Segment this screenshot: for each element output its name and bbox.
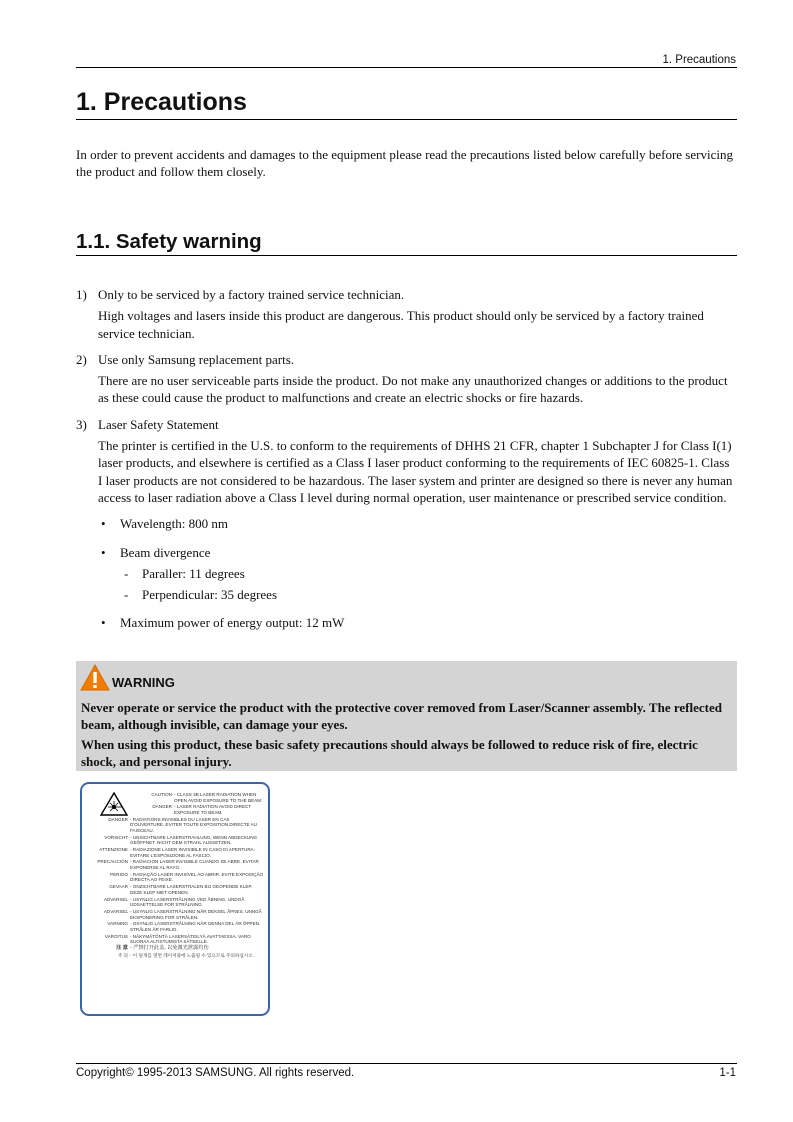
item-heading: Only to be serviced by a factory trained service technician. — [98, 287, 405, 302]
label-key: PERIGO — [110, 871, 128, 877]
section-divider — [76, 255, 737, 256]
label-row — [88, 847, 264, 858]
running-header: 1. Precautions — [662, 54, 736, 66]
label-row — [88, 792, 264, 803]
label-key: GEVAAR — [109, 884, 128, 890]
label-value: - UNSICHTBARE LASERSTRAHLUNG, WENN ABDECKUNG GEÖFFNET. NICHT DEM STRAHL AUSSETZEN. — [130, 834, 258, 846]
item-number: 2) — [76, 351, 87, 367]
label-key: PRECAUCIÓN — [97, 859, 128, 865]
beam-divergence-text: Beam divergence — [120, 544, 211, 560]
label-row — [88, 909, 264, 920]
title-divider — [76, 119, 737, 120]
safety-list — [76, 286, 736, 643]
label-row — [88, 897, 264, 908]
label-key: VAROITUS — [104, 933, 128, 939]
paraller-text: Paraller: 11 degrees — [142, 565, 245, 581]
label-key: ATTENZIONE — [99, 847, 128, 853]
item-heading: Use only Samsung replacement parts. — [98, 351, 295, 367]
sub-item — [98, 586, 736, 603]
perpendicular-text: Perpendicular: 35 degrees — [142, 587, 278, 603]
label-value: - ONZICHTBARE LASERSTRALEN BIJ GEOPENDE KLEP. DEZE KLEP NIET OPENEN. — [130, 884, 253, 895]
bullet-item — [98, 614, 736, 631]
section-title: 1.1. Safety warning — [76, 230, 262, 253]
bullet-item — [98, 515, 736, 532]
label-row — [88, 934, 264, 945]
label-key: ADVARSEL — [103, 908, 128, 914]
label-row — [88, 817, 264, 834]
item-heading: Laser Safety Statement — [98, 416, 219, 432]
label-value: - RADIACIÓN LASER INVISIBLE CUANDO SE ABRE. EVITAR EXPONERSE AL RAYO. — [130, 859, 259, 871]
intro-paragraph: In order to prevent accidents and damages to the equipment please read the precautions listed below carefully before servicing the product and follow them closely. — [76, 147, 733, 179]
label-row — [88, 921, 264, 932]
list-item — [76, 416, 736, 632]
label-row — [88, 835, 264, 846]
label-key: VORSICHT — [104, 834, 128, 840]
warning-text-1: Never operate or service the product with the protective cover removed from Laser/Scanner assembly. The reflected beam, although invisible, can damage your eyes. — [81, 700, 722, 732]
label-key: 주 의 — [117, 952, 128, 958]
warning-title: WARNING — [112, 675, 175, 690]
label-value: - OSYNLIG LASERSTRÅLNING NÄR DENNA DEL ÄR ÖPPEN. STRÅLEN ÄR FARLIG. — [130, 921, 261, 932]
laser-warning-label — [80, 782, 270, 1016]
bullet-dot: • — [101, 516, 106, 532]
label-key: CAUTION — [151, 792, 172, 797]
list-item — [76, 351, 736, 407]
wavelength-text: Wavelength: 800 nm — [120, 516, 228, 532]
label-value: - USYNLIG LASERSTRÅLNING VED ÅBNING. UNDGÅ UDSAETTELSE FOR STRÅLNING. — [130, 896, 245, 908]
max-power-text: Maximum power of energy output: 12 mW — [120, 615, 345, 631]
label-key: ADVARSEL — [103, 896, 128, 902]
label-value: - CLASS 3B LASER RADIATION WHEN OPEN AVOID EXPOSURE TO THE BEAM. — [174, 792, 263, 803]
warning-text-2: When using this product, these basic safety precautions should always be followed to reduce risk of fire, electric shock, and personal injury. — [81, 737, 698, 769]
warning-triangle-icon — [80, 664, 110, 691]
label-value: - 이 덮개를 열면 레이저광에 노출될 수 있으므로 주의하십시오. — [130, 952, 254, 958]
dash: - — [124, 587, 129, 603]
page-title: 1. Precautions — [76, 88, 247, 116]
list-item — [76, 286, 736, 342]
label-row — [88, 804, 264, 815]
label-key: DANGER — [108, 816, 128, 822]
sub-item — [98, 565, 736, 582]
header-divider — [76, 67, 737, 68]
label-value: - RADIAÇÃO LASER INVISÍVEL AO ABRIR. EVITE EXPOSIÇÃO DIRECTA AO FEIXE. — [130, 871, 264, 883]
label-row — [88, 872, 264, 883]
item-number: 3) — [76, 416, 87, 432]
bullet-dot: • — [101, 615, 106, 631]
label-value: - RADIATIONS INVISIBLES DU LASER EN CAS D'OUVERTURE. EVITER TOUTE EXPOSITION DIRECTE AU FAISCEAU. — [130, 816, 257, 833]
item-body: High voltages and lasers inside this product are dangerous. This product should only be serviced by a factory trained service technician. — [98, 308, 704, 341]
label-value: - NÄKYMÄTÖNTÄ LASERSÄTEILYÄ AVATTAESSA. VARO SUORAA ALTISTUMISTA SÄTEELLE. — [130, 933, 251, 945]
laser-label-text — [88, 792, 264, 960]
label-row — [88, 946, 264, 952]
dash: - — [124, 565, 129, 581]
label-key: 注 意 — [116, 945, 128, 952]
label-row — [88, 953, 264, 959]
label-key: VARNING — [107, 921, 128, 927]
item-number: 1) — [76, 287, 87, 302]
footer-divider — [76, 1063, 737, 1064]
page-number: 1-1 — [719, 1067, 736, 1079]
label-value: - USYNLIG LASERSTRÅLNING NÅR DEKSEL ÅPNES. UNNGÅ EKSPONERING FOR STRÅLEN. — [130, 908, 262, 920]
item-body: There are no user serviceable parts inside the product. Do not make any unauthorized changes or additions to the product as these could cause the product to malfunctions and create an electric shocks or fire hazards. — [98, 373, 728, 406]
item-body: The printer is certified in the U.S. to conform to the requirements of DHHS 21 CFR, chapter 1 Subchapter J for Class I(1) laser products, and elsewhere is certified as a Class I laser product conforming to the requirements of IEC 60825-1. Class I laser products are not considered to be hazardous. The laser system and printer are designed so there is never any human access to laser radiation above a Class I level during normal operation, user maintenance or prescribed service condition. — [98, 438, 733, 505]
bullet-dot: • — [101, 544, 106, 560]
label-row — [88, 884, 264, 895]
copyright-text: Copyright© 1995-2013 SAMSUNG. All rights reserved. — [76, 1067, 355, 1079]
label-value: - RADIAZIONE LASER INVISIBILE IN CASO DI APERTURA. EVITARE L'ESPOSIZIONE AL FASCIO. — [130, 847, 255, 858]
spec-bullets — [98, 515, 736, 631]
label-row — [88, 859, 264, 870]
label-key: DANGER — [152, 804, 172, 810]
bullet-item — [98, 544, 736, 604]
warning-box — [76, 661, 737, 771]
label-value: - LASER RADIATION AVOID DIRECT EXPOSURE TO BEAM. — [174, 804, 252, 815]
label-value: - 严禁打开此盖, 以免激光泄露灼伤 — [130, 945, 209, 952]
